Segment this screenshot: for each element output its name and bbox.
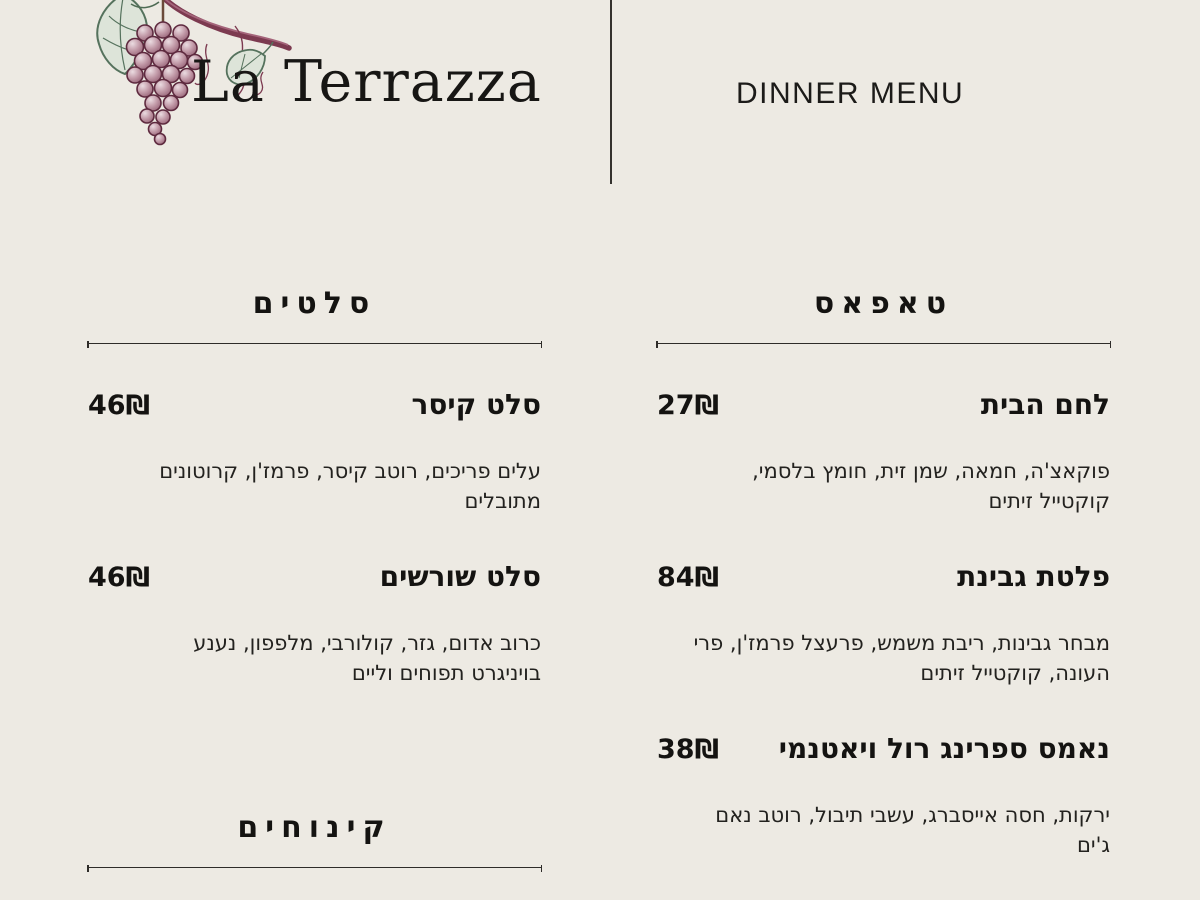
section-title-desserts: קינוחים — [237, 810, 392, 845]
item-price: 38₪ — [657, 734, 719, 765]
item-name: סלט קיסר — [411, 388, 541, 421]
item-description: עלים פריכים, רוטב קיסר, פרמז'ן, קרוטונים מתובלים — [159, 459, 541, 513]
item-name: נאמס ספרינג רול ויאטנמי — [778, 732, 1110, 765]
menu-item-spring-roll — [657, 732, 1110, 860]
section-rule-tapas — [657, 343, 1110, 344]
item-row — [657, 560, 1110, 594]
restaurant-name: La Terrazza — [191, 49, 542, 115]
item-name: לחם הבית — [980, 388, 1110, 421]
item-name: סלט שורשים — [379, 560, 541, 593]
section-rule-salads — [88, 343, 541, 344]
menu-item-house-bread — [657, 388, 1110, 516]
item-price: 46₪ — [88, 390, 150, 421]
menu-title: DINNER MENU — [736, 77, 965, 110]
item-price: 46₪ — [88, 562, 150, 593]
item-price: 84₪ — [657, 562, 719, 593]
section-title-tapas: טאפאס — [813, 286, 954, 321]
item-row — [657, 388, 1110, 422]
section-rule-desserts — [88, 867, 541, 868]
item-description: כרוב אדום, גזר, קולורבי, מלפפון, נענע בויניגרט תפוחים וליים — [193, 631, 541, 685]
item-row — [88, 560, 541, 594]
item-price: 27₪ — [657, 390, 719, 421]
section-title-salads: סלטים — [252, 286, 377, 321]
section-salads — [88, 288, 541, 688]
menu-item-cheese-platter — [657, 560, 1110, 688]
item-description: פוקאצ'ה, חמאה, שמן זית, חומץ בלסמי, קוקטייל זיתים — [752, 459, 1110, 513]
header-divider — [610, 0, 612, 184]
item-row — [88, 388, 541, 422]
menu-item-root-salad — [88, 560, 541, 688]
item-name: פלטת גבינת — [957, 560, 1110, 593]
item-row — [657, 732, 1110, 766]
section-desserts — [88, 812, 541, 868]
menu-item-caesar-salad — [88, 388, 541, 516]
item-description: ירקות, חסה אייסברג, עשבי תיבול, רוטב נאם ג'ים — [715, 803, 1110, 857]
item-description: מבחר גבינות, ריבת משמש, פרעצל פרמז'ן, פרי העונה, קוקטייל זיתים — [693, 631, 1110, 685]
section-tapas — [657, 288, 1110, 860]
